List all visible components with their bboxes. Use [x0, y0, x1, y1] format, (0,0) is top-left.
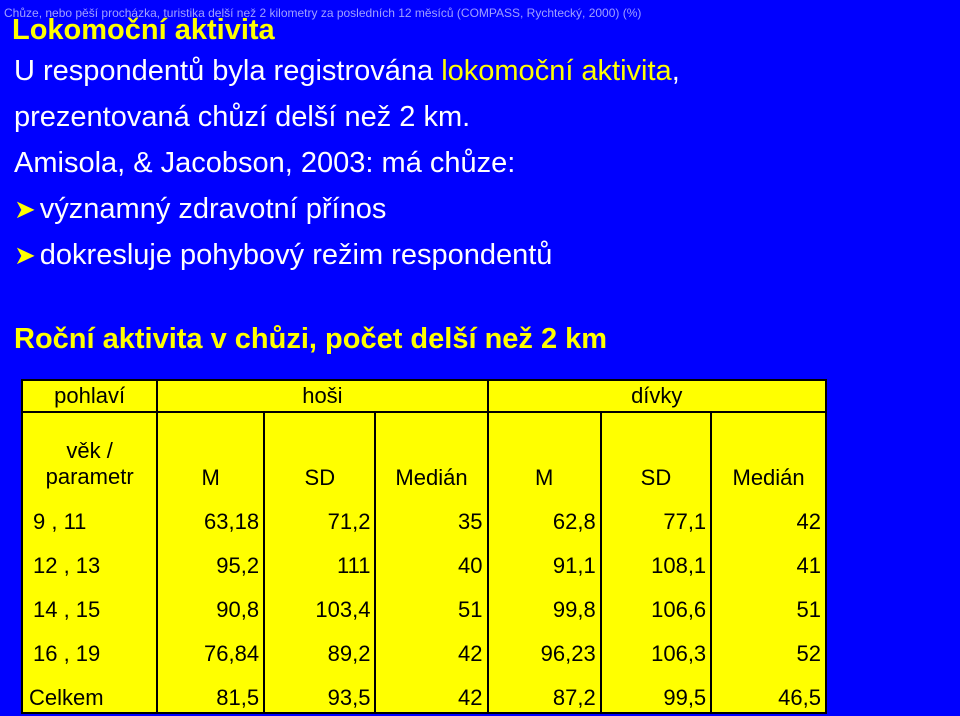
table-cell: 96,23 [488, 624, 601, 668]
table-cell: 99,8 [488, 580, 601, 624]
table-cell: 46,5 [711, 668, 826, 713]
table-cell: 77,1 [601, 492, 711, 536]
header-age-line-2: parametr [45, 464, 134, 489]
header-age-line-1: věk / [66, 438, 113, 463]
header-sub-4: SD [601, 412, 711, 492]
arrow-bullet-icon: ➤ [14, 194, 36, 224]
table-cell: 76,84 [157, 624, 264, 668]
header-age-parameter [22, 412, 157, 492]
activity-table [21, 379, 827, 714]
table-cell: 108,1 [601, 536, 711, 580]
table-header-row-2 [22, 412, 826, 492]
body-line-2: prezentovaná chůzí delší než 2 km. [14, 101, 471, 133]
row-label: 16 , 19 [22, 624, 157, 668]
header-sub-1: SD [264, 412, 375, 492]
row-label: 12 , 13 [22, 536, 157, 580]
bullet-item-2 [14, 239, 552, 272]
table-cell: 106,3 [601, 624, 711, 668]
body-line-3: Amisola, & Jacobson, 2003: má chůze: [14, 147, 516, 179]
bullet-item-1 [14, 193, 386, 226]
body-line-1-part-c: , [671, 55, 680, 87]
table-cell: 52 [711, 624, 826, 668]
table-cell: 95,2 [157, 536, 264, 580]
table-row [22, 536, 826, 580]
table-cell: 62,8 [488, 492, 601, 536]
table-cell: 87,2 [488, 668, 601, 713]
table-cell: 90,8 [157, 580, 264, 624]
table-cell: 99,5 [601, 668, 711, 713]
body-line-1-part-a: U respondentů byla registrována [14, 55, 442, 87]
table-row [22, 580, 826, 624]
header-sub-5: Medián [711, 412, 826, 492]
row-label: Celkem [22, 668, 157, 713]
table-cell: 40 [375, 536, 487, 580]
row-label: 14 , 15 [22, 580, 157, 624]
header-boys: hoši [157, 380, 487, 412]
table-row-total [22, 668, 826, 713]
table-title: Roční aktivita v chůzi, počet delší než 2 km [14, 323, 608, 355]
table-header-row-1 [22, 380, 826, 412]
header-sub-2: Medián [375, 412, 487, 492]
header-sub-3: M [488, 412, 601, 492]
table-cell: 35 [375, 492, 487, 536]
body-line-1 [14, 55, 680, 88]
table-cell: 42 [375, 668, 487, 713]
table-cell: 89,2 [264, 624, 375, 668]
row-label: 9 , 11 [22, 492, 157, 536]
slide-title: Lokomoční aktivita [12, 14, 275, 46]
bullet-item-2-text: dokresluje pohybový režim respondentů [39, 239, 553, 271]
table-cell: 51 [711, 580, 826, 624]
bullet-item-1-text: významný zdravotní přínos [39, 193, 387, 225]
table-cell: 63,18 [157, 492, 264, 536]
table-row [22, 492, 826, 536]
table-cell: 71,2 [264, 492, 375, 536]
header-sub-0: M [157, 412, 264, 492]
table-cell: 42 [711, 492, 826, 536]
table-cell: 106,6 [601, 580, 711, 624]
header-gender: pohlaví [22, 380, 157, 412]
table-cell: 91,1 [488, 536, 601, 580]
arrow-bullet-icon: ➤ [14, 240, 36, 270]
table-cell: 93,5 [264, 668, 375, 713]
table-row [22, 624, 826, 668]
table-cell: 42 [375, 624, 487, 668]
table-cell: 81,5 [157, 668, 264, 713]
source-note: Chůze, nebo pěší procházka, turistika delší než 2 kilometry za posledních 12 měsíců (COMPASS, Rychtecký, 2000) (%) [4, 6, 642, 20]
table-cell: 51 [375, 580, 487, 624]
body-line-1-highlight: lokomoční aktivita [441, 55, 672, 87]
table-cell: 111 [264, 536, 375, 580]
header-girls: dívky [488, 380, 827, 412]
table-cell: 41 [711, 536, 826, 580]
table-cell: 103,4 [264, 580, 375, 624]
